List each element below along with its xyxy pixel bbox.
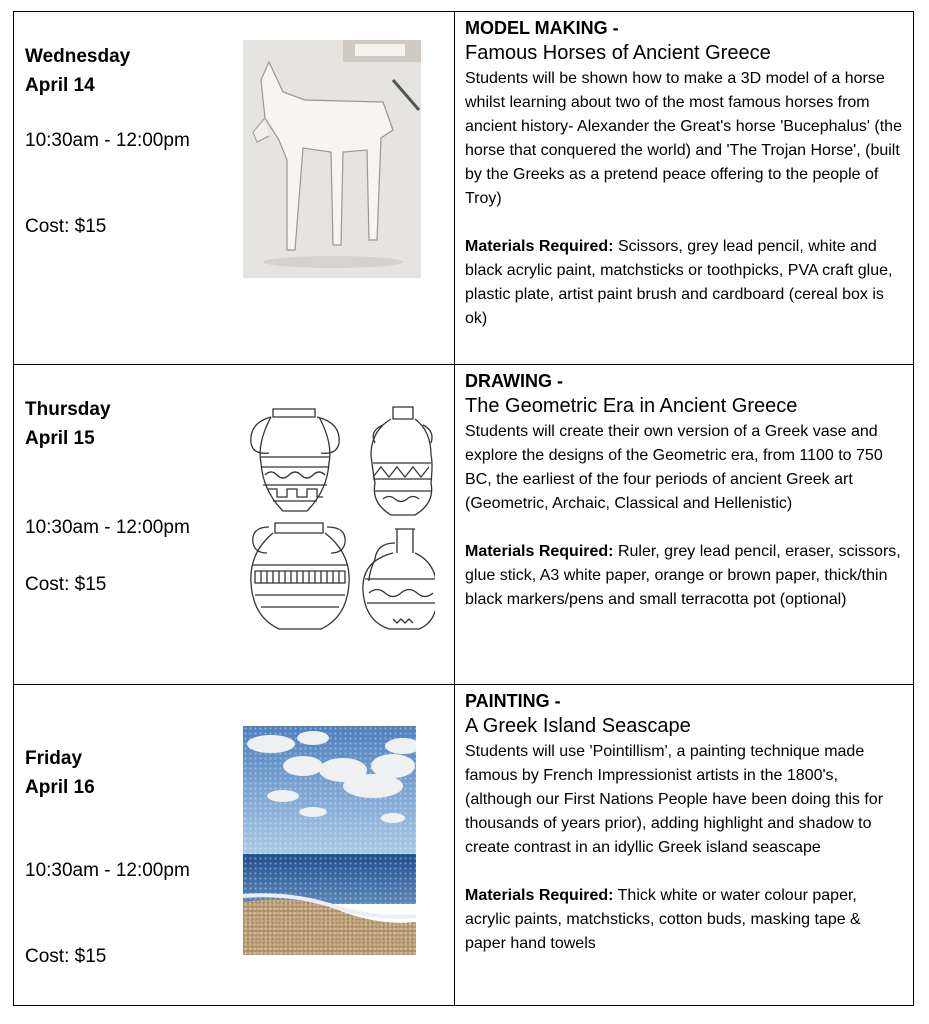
session-title: Famous Horses of Ancient Greece	[465, 42, 771, 64]
session-time: 10:30am - 12:00pm	[25, 860, 190, 881]
session-description: Students will use 'Pointillism', a painting technique made famous by French Impressionist artists in the 1800's, (although our First Nations People have been doing this for thousands of years prior), adding highlight and shadow to create contrast in an idyllic Greek island seascape	[465, 743, 884, 856]
session-date: April 16	[25, 777, 95, 798]
materials-label: Materials Required:	[465, 238, 614, 255]
materials-list: Thick white or water colour paper, acrylic paints, matchsticks, cotton buds, masking tape & paper hand towels	[465, 887, 861, 952]
materials-label: Materials Required:	[465, 543, 614, 560]
session-materials	[465, 235, 903, 331]
session-title: A Greek Island Seascape	[465, 715, 691, 737]
materials-list: Ruler, grey lead pencil, eraser, scissors, glue stick, A3 white paper, orange or brown paper, thick/thin black markers/pens and small terracotta pot (optional)	[465, 543, 901, 608]
session-details-cell	[455, 12, 913, 364]
session-time: 10:30am - 12:00pm	[25, 517, 190, 538]
session-day-date	[25, 744, 95, 802]
materials-label: Materials Required:	[465, 887, 614, 904]
session-day: Thursday	[25, 399, 111, 420]
session-cost: Cost: $15	[25, 574, 107, 595]
session-details-cell	[455, 365, 913, 684]
session-description: Students will create their own version of a Greek vase and explore the designs of the Geometric era, from 1100 to 750 BC, the earliest of the four periods of ancient Greek art (Geometric, Archaic, Classical and Hellenistic)	[465, 423, 883, 512]
session-category: DRAWING -	[465, 371, 563, 391]
session-day: Friday	[25, 748, 83, 769]
session-materials	[465, 884, 903, 956]
greek-vases-drawing-icon	[243, 403, 435, 635]
session-day: Wednesday	[25, 46, 131, 67]
session-info-cell	[14, 365, 455, 684]
session-row-thursday	[14, 365, 913, 685]
session-row-friday	[14, 685, 913, 1005]
session-category: PAINTING -	[465, 691, 561, 711]
session-details-cell	[455, 685, 913, 1005]
materials-list: Scissors, grey lead pencil, white and black acrylic paint, matchsticks or toothpicks, PVA craft glue, plastic plate, artist paint brush and cardboard (cereal box is ok)	[465, 238, 893, 327]
pointillism-seascape-icon	[243, 726, 416, 955]
session-info-cell	[14, 12, 455, 364]
session-info-cell	[14, 685, 455, 1005]
schedule-table	[13, 11, 914, 1006]
session-cost: Cost: $15	[25, 946, 107, 967]
session-cost: Cost: $15	[25, 216, 107, 237]
session-description: Students will be shown how to make a 3D model of a horse whilst learning about two of the most famous horses from ancient history- Alexander the Great's horse 'Bucephalus' (the horse that conquered the world) and 'The Trojan Horse', (built by the Greeks as a pretend peace offering to the people of Troy)	[465, 70, 902, 207]
session-date: April 15	[25, 428, 95, 449]
session-time: 10:30am - 12:00pm	[25, 130, 190, 151]
session-materials	[465, 540, 903, 612]
session-date: April 14	[25, 75, 95, 96]
session-row-wednesday	[14, 12, 913, 365]
session-title: The Geometric Era in Ancient Greece	[465, 395, 798, 417]
session-day-date	[25, 42, 130, 100]
session-day-date	[25, 395, 111, 453]
session-category: MODEL MAKING -	[465, 18, 619, 38]
paper-horse-model-icon	[243, 40, 421, 278]
